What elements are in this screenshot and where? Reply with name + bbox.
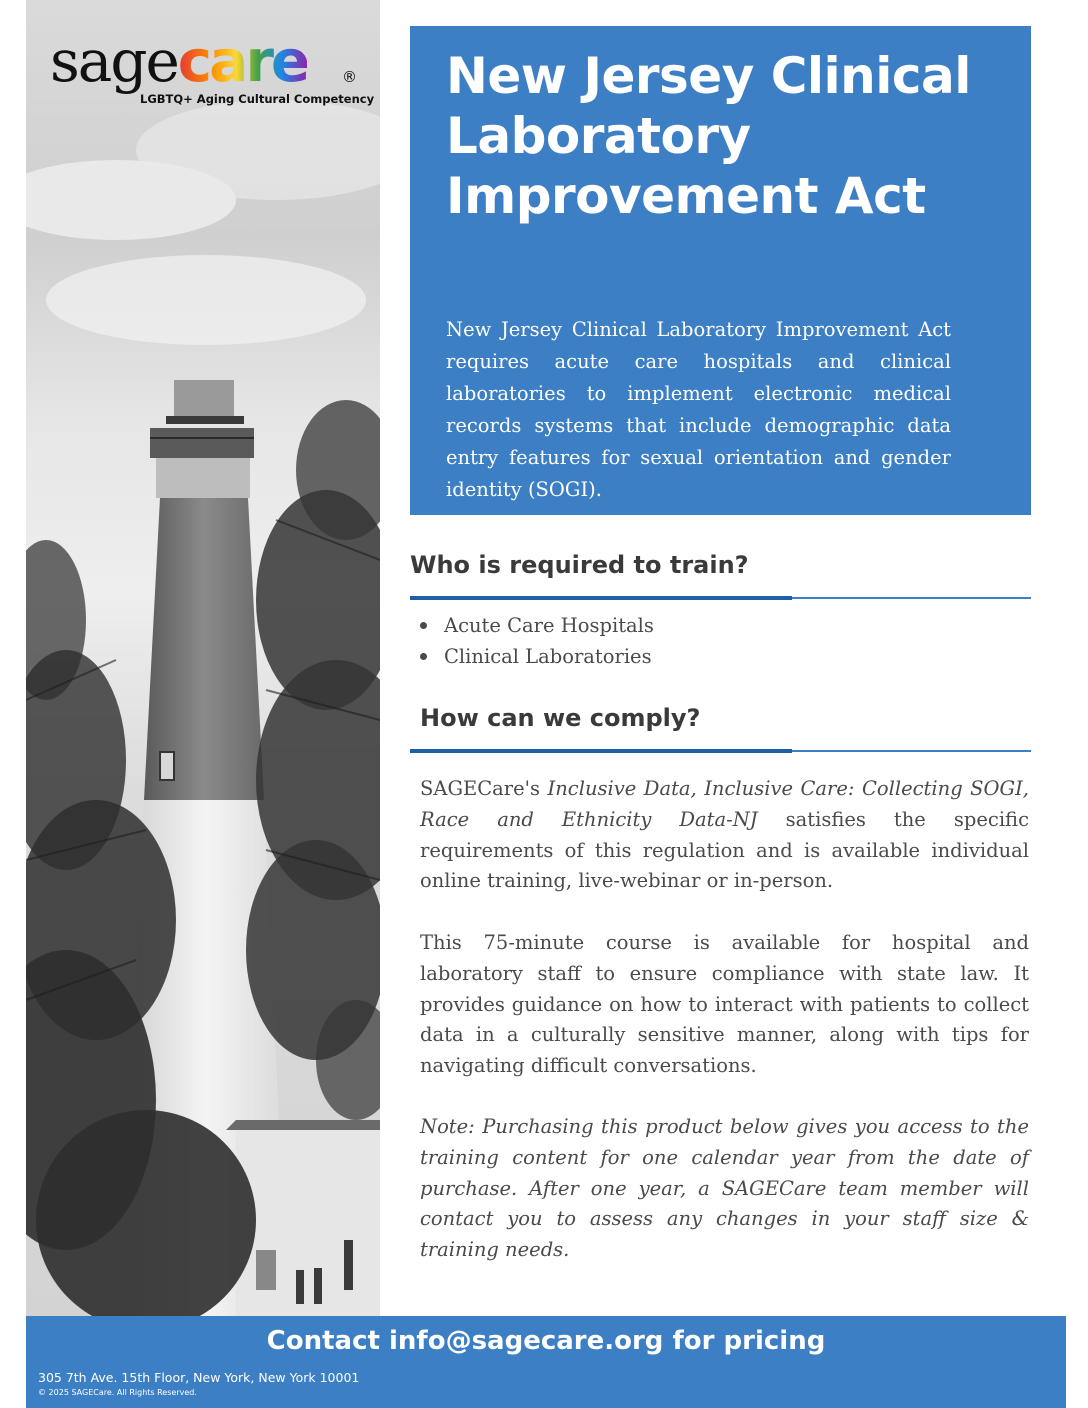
contact-cta[interactable]: Contact info@sagecare.org for pricing [266,1326,826,1356]
course-details-paragraph: This 75-minute course is available for hospital and laboratory staff to ensure compliance with state law. It provides guidance on how to interact with patients to collect data in a culturally sensitive manner, along with tips for navigating difficult conversations. [420,931,1029,1078]
footer-copyright: © 2025 SAGECare. All Rights Reserved. [38,1388,197,1397]
who-list [420,610,654,672]
logo-wordmark [50,28,307,94]
course-rest: satisfies the specific requirements of this regulation and is available individual online training, live-webinar or in-person. [420,807,1029,893]
logo-word-care: care [177,27,308,95]
course-paragraph [420,774,1029,897]
title-banner [410,26,1031,515]
intro-paragraph: New Jersey Clinical Laboratory Improvement Act requires acute care hospitals and clinical laboratories to implement electronic medical records systems that include demographic data entry features for sexual orientation and gender identity (SOGI). [446,318,951,501]
who-divider [410,597,1031,599]
sagecare-logo [50,27,375,110]
lighthouse-illustration [26,0,380,1316]
footer-address: 305 7th Ave. 15th Floor, New York, New York 10001 [38,1370,360,1385]
logo-word-sage: sage [50,27,178,95]
list-item: Clinical Laboratories [420,641,654,672]
note-paragraph: Note: Purchasing this product below gives you access to the training content for one calendar year from the date of purchase. After one year, a SAGECare team member will contact you to assess any changes in your staff size & training needs. [420,1115,1029,1262]
course-title: Inclusive Data, Inclusive Care: Collecting SOGI, Race and Ethnicity Data-NJ [420,777,1029,831]
who-heading: Who is required to train? [410,551,749,579]
page-title: New Jersey Clinical Laboratory Improvement Act [446,47,971,225]
course-lead: SAGECare's [420,777,548,800]
lighthouse-photo [26,0,380,1316]
logo-tagline: LGBTQ+ Aging Cultural Competency [140,92,375,106]
list-item: Acute Care Hospitals [420,610,654,641]
footer-bar [26,1316,1066,1408]
how-heading: How can we comply? [420,704,701,732]
registered-mark: ® [342,68,357,86]
how-divider [410,750,1031,752]
